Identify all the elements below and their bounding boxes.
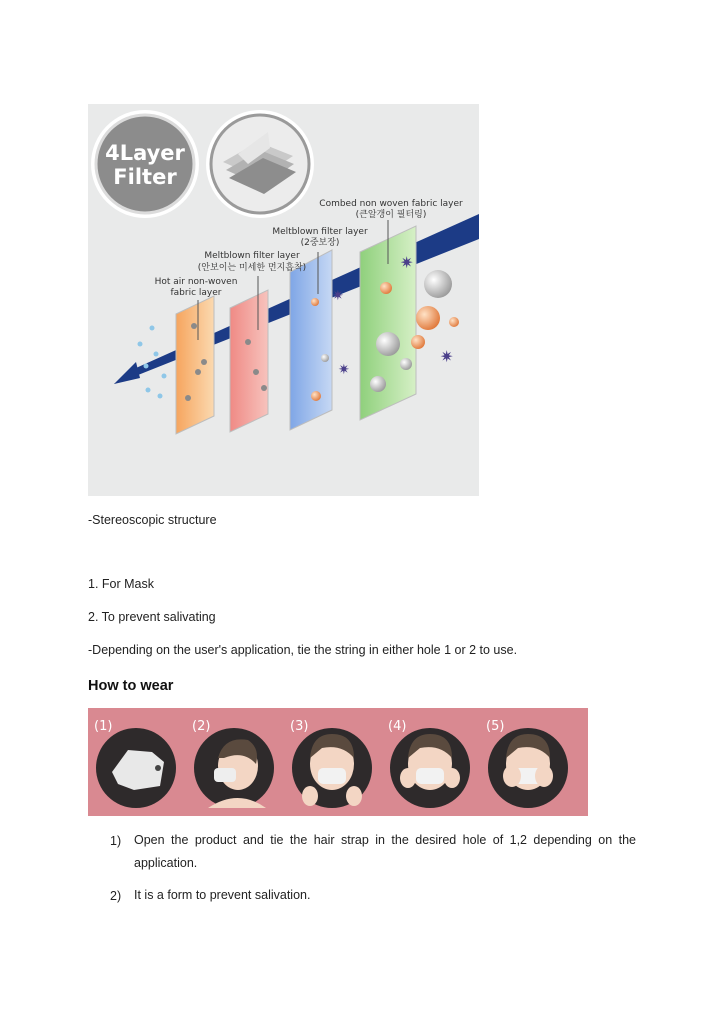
how-to-wear-heading: How to wear (88, 678, 174, 694)
badge-line2: Filter (113, 165, 177, 189)
instruction-1-number: 1) (110, 834, 122, 848)
instruction-1-line2: application. (134, 856, 198, 870)
svg-text:✷: ✷ (440, 347, 454, 366)
wear-steps-strip (88, 708, 588, 816)
use-item-1: 1. For Mask (88, 577, 154, 591)
label-melt1-ko: (안보이는 미세한 먼지흡착) (197, 263, 307, 273)
label-melt2-en: Meltblown filter layer (272, 227, 368, 237)
instruction-2-number: 2) (110, 889, 122, 903)
svg-text:✷: ✷ (400, 253, 414, 272)
step-label-1: (1) (94, 719, 113, 734)
label-melt1-en: Meltblown filter layer (204, 251, 300, 261)
step-5 (486, 719, 568, 808)
step-label-5: (5) (486, 719, 505, 734)
use-item-2: 2. To prevent salivating (88, 610, 216, 624)
four-layer-badge (91, 110, 199, 218)
step-label-3: (3) (290, 719, 309, 734)
wear-steps-illustration (88, 708, 588, 816)
use-note: -Depending on the user's application, tie the string in either hole 1 or 2 to use. (88, 643, 518, 657)
step-4 (388, 719, 470, 808)
step-1 (94, 719, 176, 808)
layer-meltblown-1 (230, 290, 268, 432)
layer-hot-air (176, 296, 214, 434)
step-2 (192, 719, 274, 808)
label-melt2-ko: (2중보장) (300, 238, 340, 248)
svg-text:✷: ✷ (332, 288, 344, 304)
figure-caption: -Stereoscopic structure (88, 513, 217, 527)
layer-meltblown-2 (290, 250, 332, 430)
badge-line1: 4Layer (105, 141, 185, 165)
step-label-4: (4) (388, 719, 407, 734)
layers-icon-badge (206, 110, 314, 218)
svg-text:✷: ✷ (338, 362, 350, 378)
filter-illustration (88, 104, 479, 496)
step-3 (290, 719, 372, 808)
label-combed-en: Combed non woven fabric layer (319, 199, 463, 209)
filter-layers-figure (88, 104, 479, 496)
instruction-1-line1: Open the product and tie the hair strap in the desired hole of 1,2 depending on the (134, 833, 636, 847)
label-hotair-line1: Hot air non-woven (154, 277, 238, 287)
label-combed-ko: (큰알갱이 필터링) (355, 210, 427, 220)
instruction-2-line1: It is a form to prevent salivation. (134, 888, 311, 902)
step-label-2: (2) (192, 719, 211, 734)
label-hotair-line2: fabric layer (170, 288, 222, 298)
